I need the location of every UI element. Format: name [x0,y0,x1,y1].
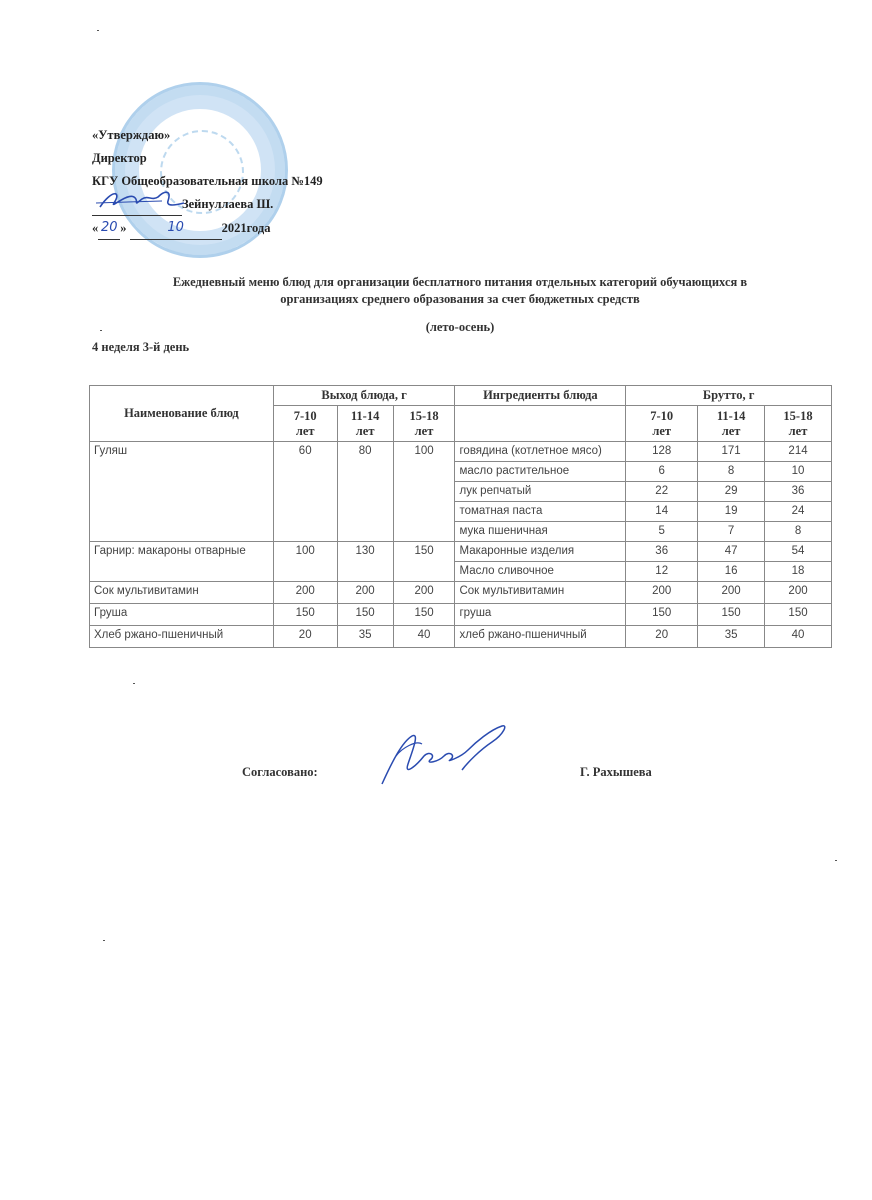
ingredient-gross-cell: 24 [765,502,832,522]
scan-speck [133,683,135,684]
ingredient-gross-cell: 150 [626,604,698,626]
ingredient-gross-cell: 200 [765,582,832,604]
dish-output-cell: 200 [393,582,455,604]
gross-age-7-10: 7-10 лет [626,406,698,442]
dish-output-cell: 200 [337,582,393,604]
col-output: Выход блюда, г [273,386,455,406]
col-gross: Брутто, г [626,386,832,406]
dish-output-cell: 100 [393,442,455,542]
ingredient-gross-cell: 19 [698,502,765,522]
ingredient-name-cell: Сок мультивитамин [455,582,626,604]
organization-name: КГУ Общеобразовательная школа №149 [92,174,323,188]
menu-table [89,385,832,648]
ingredient-gross-cell: 6 [626,462,698,482]
dish-name-cell: Хлеб ржано-пшеничный [90,626,274,648]
signature-underline [92,201,182,216]
ingredient-gross-cell: 214 [765,442,832,462]
ingredients-subheader-empty [455,406,626,442]
ingredient-name-cell: лук репчатый [455,482,626,502]
ingredient-gross-cell: 36 [626,542,698,562]
ingredient-gross-cell: 29 [698,482,765,502]
ingredient-name-cell: томатная паста [455,502,626,522]
output-age-11-14: 11-14 лет [337,406,393,442]
menu-table-body [90,442,832,648]
week-day-label: 4 неделя 3-й день [92,340,190,354]
agreed-name: Г. Рахышева [580,765,652,779]
ingredient-gross-cell: 8 [765,522,832,542]
dish-output-cell: 150 [273,604,337,626]
ingredient-gross-cell: 200 [698,582,765,604]
ingredient-gross-cell: 150 [698,604,765,626]
approval-block [92,124,323,239]
output-age-7-10: 7-10 лет [273,406,337,442]
dish-name-cell: Гуляш [90,442,274,542]
dish-name-cell: Сок мультивитамин [90,582,274,604]
ingredient-gross-cell: 5 [626,522,698,542]
approve-label: «Утверждаю» [92,128,171,142]
ingredient-gross-cell: 22 [626,482,698,502]
scan-speck [97,30,99,31]
dish-output-cell: 200 [273,582,337,604]
director-signature-line [92,193,323,216]
agreed-label: Согласовано: [242,765,318,779]
table-row [90,626,832,648]
document-title [110,274,810,308]
ingredient-name-cell: говядина (котлетное мясо) [455,442,626,462]
director-signature-icon [92,187,187,213]
date-quote-close: » [120,221,127,235]
dish-output-cell: 60 [273,442,337,542]
ingredient-gross-cell: 171 [698,442,765,462]
ingredient-gross-cell: 20 [626,626,698,648]
ingredient-gross-cell: 10 [765,462,832,482]
gross-age-15-18: 15-18 лет [765,406,832,442]
dish-output-cell: 150 [393,542,455,582]
ingredient-gross-cell: 7 [698,522,765,542]
dish-output-cell: 130 [337,542,393,582]
dish-output-cell: 100 [273,542,337,582]
col-dish-name: Наименование блюд [90,386,274,442]
ingredient-gross-cell: 47 [698,542,765,562]
ingredient-name-cell: масло растительное [455,462,626,482]
col-ingredients: Ингредиенты блюда [455,386,626,406]
ingredient-gross-cell: 12 [626,562,698,582]
date-year: 2021года [221,221,271,235]
table-row [90,604,832,626]
table-row [90,582,832,604]
date-day: 20 [98,216,120,240]
table-row [90,442,832,462]
gross-age-11-14: 11-14 лет [698,406,765,442]
dish-output-cell: 35 [337,626,393,648]
ingredient-name-cell: Макаронные изделия [455,542,626,562]
scan-speck [103,940,105,941]
date-quote-open: « [92,221,99,235]
signatory-name: Зейнуллаева Ш. [182,197,274,211]
scan-speck [835,860,837,861]
date-month: 10 [130,216,222,240]
ingredient-gross-cell: 36 [765,482,832,502]
output-age-15-18: 15-18 лет [393,406,455,442]
title-line-2: организациях среднего образования за счет бюджетных средств [280,292,640,306]
ingredient-gross-cell: 54 [765,542,832,562]
title-line-1: Ежедневный меню блюд для организации бесплатного питания отдельных категорий обучающихся в [172,275,748,289]
table-row [90,542,832,562]
dish-output-cell: 150 [393,604,455,626]
ingredient-gross-cell: 150 [765,604,832,626]
ingredient-gross-cell: 128 [626,442,698,462]
ingredient-gross-cell: 200 [626,582,698,604]
ingredient-gross-cell: 8 [698,462,765,482]
ingredient-name-cell: мука пшеничная [455,522,626,542]
ingredient-gross-cell: 18 [765,562,832,582]
ingredient-gross-cell: 14 [626,502,698,522]
dish-output-cell: 80 [337,442,393,542]
dish-output-cell: 150 [337,604,393,626]
ingredient-name-cell: груша [455,604,626,626]
ingredient-gross-cell: 35 [698,626,765,648]
ingredient-name-cell: Масло сливочное [455,562,626,582]
dish-name-cell: Груша [90,604,274,626]
dish-name-cell: Гарнир: макароны отварные [90,542,274,582]
approval-date [92,216,323,239]
ingredient-gross-cell: 16 [698,562,765,582]
scan-speck [100,330,102,331]
season-label: (лето-осень) [425,320,495,334]
agreement-signature-icon [372,722,512,792]
dish-output-cell: 20 [273,626,337,648]
dish-output-cell: 40 [393,626,455,648]
director-position: Директор [92,151,147,165]
ingredient-gross-cell: 40 [765,626,832,648]
header-row-1 [90,386,832,406]
ingredient-name-cell: хлеб ржано-пшеничный [455,626,626,648]
